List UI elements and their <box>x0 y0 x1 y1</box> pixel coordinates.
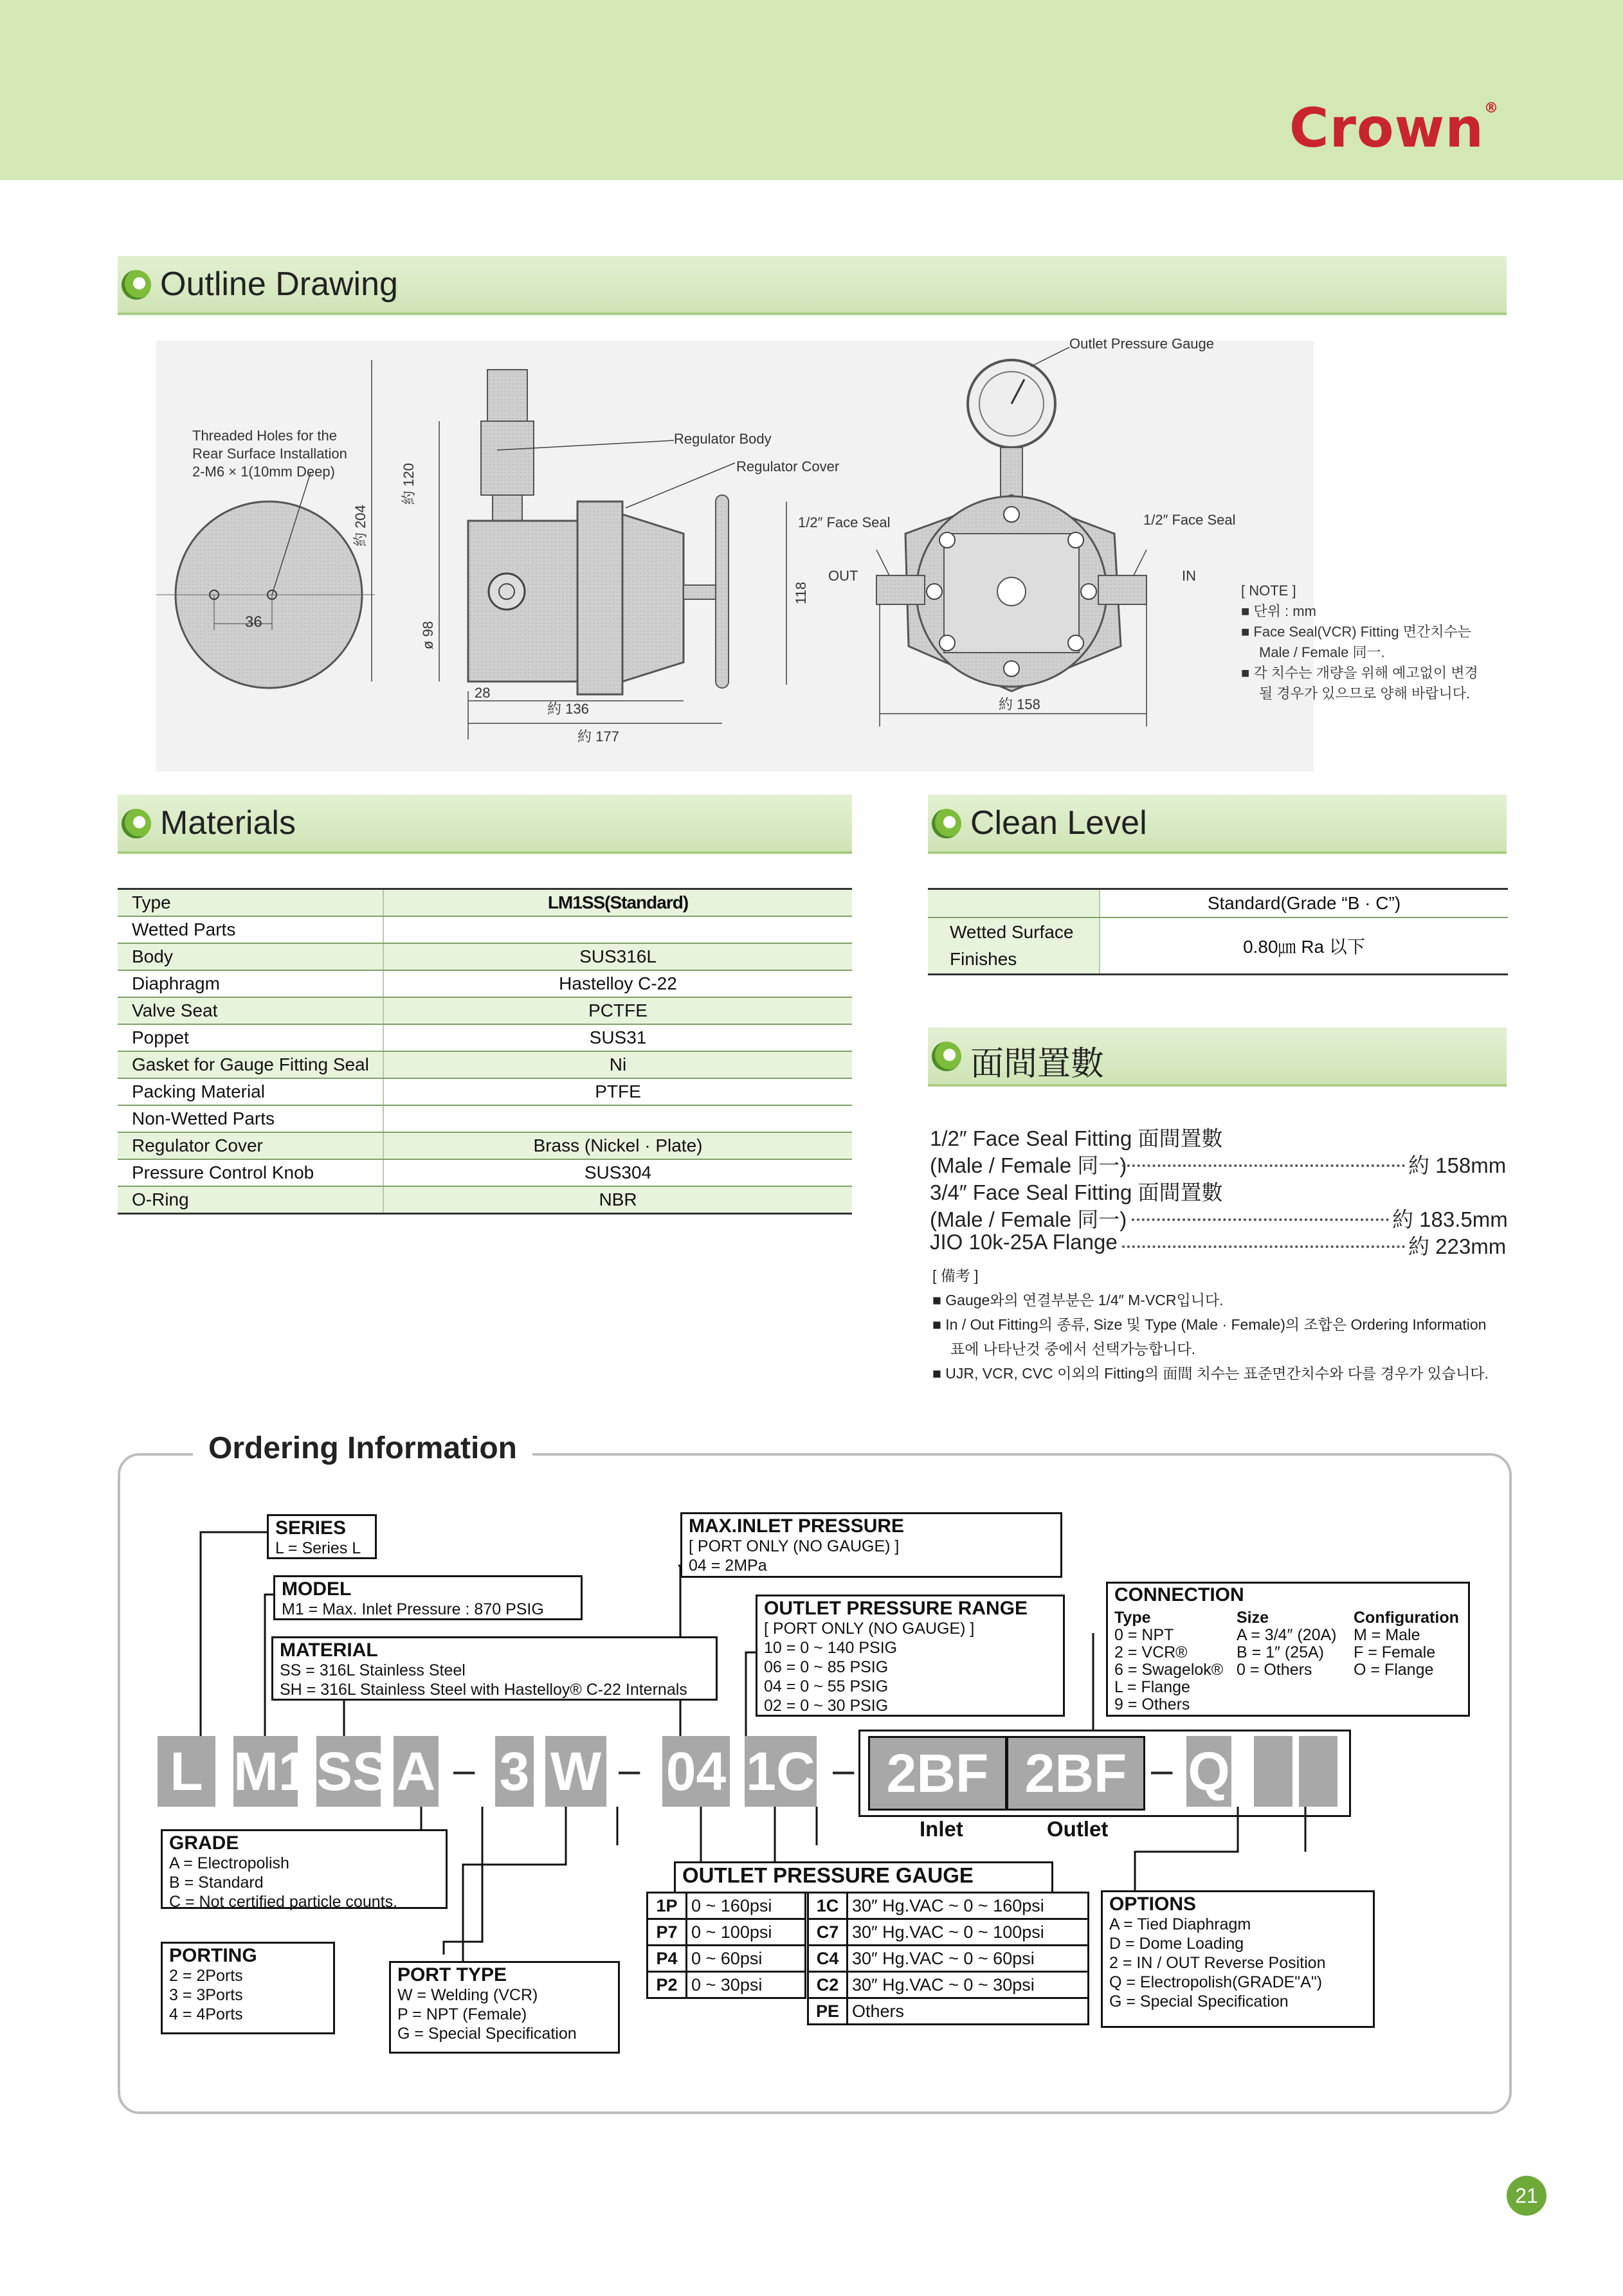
code-model: M1 <box>233 1736 298 1807</box>
code-outlet-range: 1C <box>745 1736 817 1807</box>
face-note: [ 備考 ] <box>932 1267 979 1284</box>
gauge-table-left <box>646 1892 806 1999</box>
max-inlet-box: MAX.INLET PRESSURE [ PORT ONLY (NO GAUGE) ] 04 = 2MPa <box>680 1512 1062 1578</box>
face-note: 표에 나타난것 중에서 선택가능합니다. <box>950 1341 1196 1357</box>
svg-text:Threaded Holes for the: Threaded Holes for the <box>192 428 338 444</box>
porting-box: PORTING 2 = 2Ports 3 = 3Ports 4 = 4Ports <box>161 1942 335 2034</box>
code-porting: 3 <box>495 1736 534 1807</box>
ordering-title: Ordering Information <box>193 1431 532 1466</box>
series-box: SERIES L = Series L <box>267 1514 377 1559</box>
svg-text:約 120: 約 120 <box>401 463 417 505</box>
code-grade: A <box>394 1736 439 1807</box>
table-row: Wetted Parts <box>118 916 852 943</box>
code-series: L <box>158 1736 215 1807</box>
section-title: Clean Level <box>970 804 1147 842</box>
face-note: ■ UJR, VCR, CVC 이외의 Fitting의 面間 치수는 표준면간치수와 다를 경우가 있습니다. <box>932 1365 1489 1382</box>
table-row: Wetted Surface Finishes 0.80㎛ Ra 以下 <box>928 917 1508 975</box>
svg-text:約 177: 約 177 <box>577 728 619 745</box>
svg-text:28: 28 <box>475 685 491 701</box>
face-value: 約 158mm <box>1408 1153 1507 1177</box>
outlet-label: Outlet <box>1047 1817 1109 1841</box>
svg-text:1/2″ Face Seal: 1/2″ Face Seal <box>798 514 891 530</box>
table-row: P7 0 ~ 100psi <box>648 1919 806 1946</box>
section-title: 面間置數 <box>970 1045 1105 1083</box>
face-note: ■ Gauge와의 연결부분은 1/4″ M-VCR입니다. <box>932 1292 1224 1308</box>
code-dash: – <box>1151 1748 1173 1791</box>
face-line: 3/4″ Face Seal Fitting 面間置數 <box>930 1180 1223 1204</box>
svg-text:36: 36 <box>245 613 262 631</box>
table-row: Non-Wetted Parts <box>118 1105 852 1132</box>
svg-text:Rear Surface Installation: Rear Surface Installation <box>192 446 347 462</box>
conn-size-col: Size A = 3/4″ (20A) B = 1″ (25A) 0 = Others <box>1237 1609 1337 1679</box>
table-row: Gasket for Gauge Fitting Seal Ni <box>118 1051 852 1078</box>
inlet-label: Inlet <box>920 1817 963 1841</box>
svg-text:Regulator Cover: Regulator Cover <box>736 458 840 475</box>
code-port-type: W <box>545 1736 606 1807</box>
table-row: Poppet SUS31 <box>118 1024 852 1051</box>
connection-box: CONNECTION Type 0 = NPT 2 = VCR® 6 = Swagelok® L = Flange 9 = Others Size A = 3/4″ (20A) B = 1″ (25A) 0 = Others Configuration M = Male F = Female O = Flange <box>1106 1582 1470 1717</box>
code-outlet-connection: 2BF <box>1006 1736 1145 1811</box>
table-row: Type LM1SS(Standard) <box>118 889 852 917</box>
svg-text:約 136: 約 136 <box>547 701 589 717</box>
table-row: Packing Material PTFE <box>118 1078 852 1105</box>
svg-text:Outlet Pressure Gauge: Outlet Pressure Gauge <box>1069 336 1215 352</box>
table-row: C2 30″ Hg.VAC ~ 0 ~ 30psi <box>808 1972 1089 1998</box>
grade-box: GRADE A = Electropolish B = Standard C = Not certified particle counts. <box>161 1829 448 1909</box>
table-row: C4 30″ Hg.VAC ~ 0 ~ 60psi <box>808 1946 1089 1972</box>
table-row: PE Others <box>808 1998 1089 2025</box>
svg-text:OUT: OUT <box>828 568 858 584</box>
table-row: O-Ring NBR <box>118 1186 852 1214</box>
svg-text:ø 98: ø 98 <box>420 620 436 649</box>
code-option-1: Q <box>1186 1736 1231 1807</box>
face-value: 約 183.5mm <box>1392 1207 1508 1231</box>
section-title: Outline Drawing <box>160 266 398 303</box>
table-row: 1C 30″ Hg.VAC ~ 0 ~ 160psi <box>808 1893 1089 1919</box>
code-material: SS <box>316 1736 381 1807</box>
table-row: Diaphragm Hastelloy C-22 <box>118 970 852 997</box>
svg-text:IN: IN <box>1182 568 1196 584</box>
table-row: Valve Seat PCTFE <box>118 997 852 1024</box>
table-row: Body SUS316L <box>118 943 852 970</box>
face-line: 1/2″ Face Seal Fitting 面間置數 <box>930 1126 1223 1150</box>
model-box: MODEL M1 = Max. Inlet Pressure : 870 PSIG <box>273 1575 583 1620</box>
gauge-table-right <box>807 1892 1089 2025</box>
code-max-inlet: 04 <box>662 1736 730 1807</box>
face-line: JIO 10k-25A Flange <box>930 1230 1118 1254</box>
table-row: Standard(Grade “B · C”) <box>928 889 1508 918</box>
section-title: Materials <box>160 804 296 842</box>
options-box: OPTIONS A = Tied Diaphragm D = Dome Loading 2 = IN / OUT Reverse Position Q = Electropolish(GRADE"A") G = Special Specification <box>1101 1890 1375 2028</box>
conn-config-col: Configuration M = Male F = Female O = Flange <box>1354 1609 1459 1679</box>
table-row: P2 0 ~ 30psi <box>648 1972 806 1998</box>
table-row: P4 0 ~ 60psi <box>648 1946 806 1972</box>
svg-text:2-M6 × 1(10mm Deep): 2-M6 × 1(10mm Deep) <box>192 464 335 480</box>
drawing-note: [ NOTE ] ■ 단위 : mm ■ Face Seal(VCR) Fitting 면간치수는 Male / Female 同一. ■ 각 치수는 개량을 위해 예고없이 변경 될 경우가 있으므로 양해 바랍니다. <box>1241 583 1478 701</box>
svg-text:118: 118 <box>793 581 809 604</box>
conn-type-col: Type 0 = NPT 2 = VCR® 6 = Swagelok® L = Flange 9 = Others <box>1114 1609 1224 1713</box>
face-note: ■ In / Out Fitting의 종류, Size 및 Type (Male · Female)의 조합은 Ordering Information <box>932 1316 1487 1333</box>
code-dash: – <box>833 1748 855 1791</box>
page-number: 21 <box>1507 2176 1546 2216</box>
code-inlet-connection: 2BF <box>868 1736 1007 1811</box>
outlet-range-box: OUTLET PRESSURE RANGE [ PORT ONLY (NO GAUGE) ] 10 = 0 ~ 140 PSIG 06 = 0 ~ 85 PSIG 04 = 0 ~ 55 PSIG 02 = 0 ~ 30 PSIG <box>756 1595 1065 1717</box>
face-value: 約 223mm <box>1408 1234 1507 1258</box>
face-line: (Male / Female 同一) <box>930 1207 1127 1231</box>
svg-text:1/2″ Face Seal: 1/2″ Face Seal <box>1143 512 1236 528</box>
code-dash: – <box>619 1748 640 1791</box>
svg-text:約 158: 約 158 <box>999 696 1040 712</box>
table-row: C7 30″ Hg.VAC ~ 0 ~ 100psi <box>808 1919 1089 1946</box>
gauge-title: OUTLET PRESSURE GAUGE <box>674 1861 1053 1894</box>
code-outline <box>858 1730 1351 1817</box>
table-row: 1P 0 ~ 160psi <box>648 1893 806 1919</box>
code-dash: – <box>453 1748 475 1791</box>
table-row: Regulator Cover Brass (Nickel · Plate) <box>118 1132 852 1159</box>
table-row: Pressure Control Knob SUS304 <box>118 1159 852 1186</box>
face-line: (Male / Female 同一) <box>930 1153 1127 1177</box>
port-type-box: PORT TYPE W = Welding (VCR) P = NPT (Female) G = Special Specification <box>389 1961 620 2054</box>
svg-text:Regulator Body: Regulator Body <box>674 431 772 447</box>
brand-logo: Crown® <box>1289 96 1499 159</box>
material-box: MATERIAL SS = 316L Stainless Steel SH = 316L Stainless Steel with Hastelloy® C-22 Internals <box>271 1636 718 1701</box>
svg-text:約 204: 約 204 <box>352 505 368 547</box>
